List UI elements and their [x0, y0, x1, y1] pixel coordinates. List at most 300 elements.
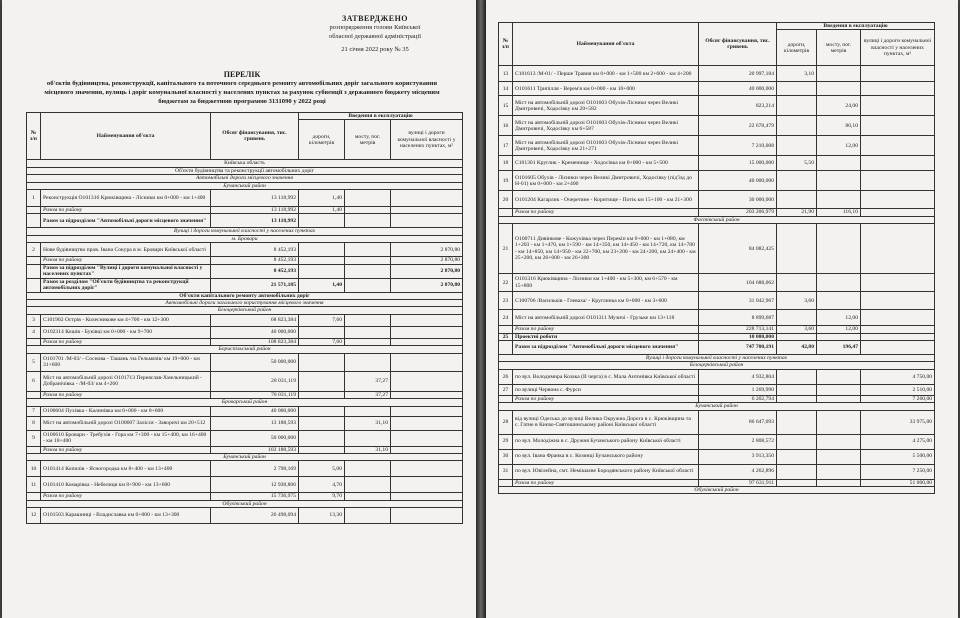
- title-heading: ПЕРЕЛІК: [223, 70, 261, 79]
- cell-streets: [861, 209, 935, 216]
- cell-bridges: [817, 156, 861, 171]
- cell-roads: 1,40: [299, 190, 345, 207]
- document-title: [22, 70, 462, 106]
- section-heading-row: [27, 346, 463, 353]
- cell-name: по вул. Володимира Козака (ІІ черга) в с. Мала Антонівка Київської області: [513, 369, 699, 384]
- cell-streets: 2 870,80: [391, 243, 463, 257]
- section-heading: Обухівський район: [499, 487, 935, 494]
- section-heading: Київська область: [27, 160, 463, 167]
- cell-number: 11: [27, 477, 41, 493]
- cell-number: [499, 479, 513, 486]
- title-line2: місцевого значення, вулиць і доріг комунальної власності у населених пунктах за рахунок субвенції з державного бюджету місцевим: [44, 89, 440, 96]
- cell-streets: [391, 371, 463, 391]
- cell-number: 21: [499, 224, 513, 274]
- cell-finance: 8 452,193: [211, 243, 299, 257]
- cell-roads: [777, 410, 817, 434]
- cell-name: С100706 /Васильків - Глеваха/ - Круглинка км 0+000 - км 3+600: [513, 292, 699, 310]
- left-table: [26, 112, 463, 524]
- table-row: [27, 461, 463, 477]
- cell-streets: [861, 136, 935, 156]
- table-row: [499, 369, 935, 384]
- cell-streets: [391, 493, 463, 500]
- section-heading-row: [27, 300, 463, 307]
- cell-name: Міст на автомобільній дорозі О101603 Обухів-Лісники через Великі Дмитровичі, Ходосівку км 20+582: [513, 96, 699, 116]
- table-row: [499, 82, 935, 96]
- table-row: [499, 384, 935, 395]
- cell-streets: [391, 477, 463, 493]
- cell-roads: [299, 406, 345, 416]
- cell-bridges: [817, 171, 861, 191]
- header-no: № з/п: [27, 113, 41, 160]
- table-row: [499, 464, 935, 479]
- approval-stamp: [290, 14, 460, 54]
- cell-streets: [391, 353, 463, 371]
- table-row: [27, 430, 463, 446]
- approval-date: 21 січня 2022 року № 35: [341, 46, 409, 53]
- cell-finance: 22 678,479: [699, 116, 777, 136]
- section-heading-row: [27, 235, 463, 242]
- cell-number: [27, 207, 41, 214]
- cell-finance: 15 736,975: [211, 493, 299, 500]
- cell-finance: 4 932,804: [699, 369, 777, 384]
- section-heading: Об'єкти капітального ремонту автомобільних доріг: [27, 292, 463, 299]
- cell-number: 14: [499, 82, 513, 96]
- page-fold: [476, 0, 486, 618]
- section-heading: Білоцерківський район: [499, 362, 935, 369]
- cell-bridges: [817, 395, 861, 402]
- cell-finance: 1 269,990: [699, 384, 777, 395]
- header-roads: дороги, кілометрів: [777, 30, 817, 66]
- cell-roads: [299, 430, 345, 446]
- section-heading: Вулиці і дороги комунальної власності у населених пунктах: [499, 355, 935, 362]
- cell-streets: [861, 224, 935, 274]
- cell-finance: 2 798,169: [211, 461, 299, 477]
- cell-number: 16: [499, 116, 513, 136]
- cell-streets: [861, 96, 935, 116]
- cell-finance: 15 000,000: [699, 156, 777, 171]
- cell-bridges: [345, 257, 391, 264]
- cell-bridges: [345, 314, 391, 326]
- table-row: [499, 449, 935, 464]
- cell-finance: 8 452,193: [211, 264, 299, 278]
- table-row: [499, 96, 935, 116]
- section-heading: Автомобільні дороги місцевого значення: [27, 175, 463, 182]
- cell-roads: [777, 449, 817, 464]
- header-commission: Введення в експлуатацію: [299, 113, 463, 120]
- cell-roads: [777, 479, 817, 486]
- cell-bridges: [817, 191, 861, 209]
- cell-finance: 20 997,184: [699, 66, 777, 82]
- cell-finance: 40 000,000: [211, 326, 299, 338]
- cell-streets: 4 750,00: [861, 369, 935, 384]
- table-row: [27, 508, 463, 524]
- cell-name: О101414 Копилів - Ясногородка км 8+400 - км 13+400: [41, 461, 211, 477]
- cell-finance: 13 118,992: [211, 214, 299, 228]
- cell-streets: 2 510,00: [861, 384, 935, 395]
- total-row: [27, 278, 463, 292]
- cell-bridges: [345, 214, 391, 228]
- cell-name: О100711 Дивінкове - Кожухівка через Перекіп км 0+000 - км 1+080, км 1+203 - км 1+470, км 1+590 - км 14+350, км 14+450 - км 14+720, км 14+780 - км 14+850, км 14+950 - км 22+700, км 23+200 - км 24+200, км 24+400 - км 25+200, км 26+000 - км 26+300: [513, 224, 699, 274]
- table-row: [27, 477, 463, 493]
- cell-finance: 103 188,593: [211, 446, 299, 453]
- cell-bridges: [817, 66, 861, 82]
- cell-roads: [299, 243, 345, 257]
- cell-name: О101701 /М-03/ - Соснова - Ташань /на Гельмязів/ км 19+000 - км 31+600: [41, 353, 211, 371]
- table-row: [499, 292, 935, 310]
- cell-name: О100610 Бровари - Требухів - Гора км 7+300 - км 15+400, км 16+400 - км 18+400: [41, 430, 211, 446]
- section-heading: Бориспільський район: [27, 346, 463, 353]
- cell-bridges: [817, 292, 861, 310]
- cell-bridges: 196,47: [817, 341, 861, 355]
- table-row: [499, 136, 935, 156]
- cell-streets: [391, 446, 463, 453]
- table-row: [499, 66, 935, 82]
- cell-roads: [299, 446, 345, 453]
- cell-number: 18: [499, 156, 513, 171]
- cell-bridges: [345, 477, 391, 493]
- cell-streets: [391, 406, 463, 416]
- cell-bridges: [817, 369, 861, 384]
- cell-finance: 8 899,687: [699, 310, 777, 326]
- table-row: [499, 434, 935, 449]
- section-heading-row: [499, 362, 935, 369]
- section-heading-row: [27, 307, 463, 314]
- left-table-body: [27, 160, 463, 524]
- table-row: [499, 274, 935, 292]
- cell-finance: 747 700,191: [699, 341, 777, 355]
- cell-number: 5: [27, 353, 41, 371]
- cell-number: [27, 493, 41, 500]
- cell-name: Міст на автомобільній дорозі О101311 Музичі - Грузьке км 13+118: [513, 310, 699, 326]
- subtotal-row: [499, 479, 935, 486]
- cell-name: Разом по району: [513, 395, 699, 402]
- cell-streets: 2 870,80: [391, 264, 463, 278]
- cell-streets: [861, 66, 935, 82]
- cell-finance: 30 000,000: [699, 191, 777, 209]
- cell-streets: [391, 314, 463, 326]
- cell-number: [499, 341, 513, 355]
- cell-bridges: [345, 243, 391, 257]
- cell-number: 15: [499, 96, 513, 116]
- cell-streets: [861, 333, 935, 340]
- cell-finance: 50 000,000: [211, 430, 299, 446]
- cell-roads: 42,80: [777, 341, 817, 355]
- cell-finance: 50 000,000: [211, 353, 299, 371]
- cell-number: 3: [27, 314, 41, 326]
- cell-streets: [391, 338, 463, 345]
- table-row: [499, 156, 935, 171]
- table-row: [27, 326, 463, 338]
- cell-streets: 7 260,00: [861, 395, 935, 402]
- cell-streets: [391, 461, 463, 477]
- cell-roads: [299, 257, 345, 264]
- cell-streets: [861, 310, 935, 326]
- cell-bridges: [345, 190, 391, 207]
- cell-number: [27, 257, 41, 264]
- cell-roads: 9,70: [299, 493, 345, 500]
- cell-name: С101301 Круглик - Кременище - Ходосівка км 0+000 - км 5+500: [513, 156, 699, 171]
- cell-roads: [777, 224, 817, 274]
- cell-number: 1: [27, 190, 41, 207]
- cell-number: [27, 264, 41, 278]
- right-table-body: [499, 66, 935, 494]
- cell-name: Міст на автомобільній дорозі О101603 Обухів-Лісники через Великі Дмитровичі, Ходосівку км 21+271: [513, 136, 699, 156]
- section-heading-row: [499, 355, 935, 362]
- cell-name: від вулиці Одеська до вулиці Велика Окружна Дорога в с. Крюківщина та с. Гатне в Києво-Святошинському районі Київської області: [513, 410, 699, 434]
- section-heading: Броварський район: [27, 399, 463, 406]
- section-heading: Фастівський район: [499, 216, 935, 223]
- cell-finance: 13 188,593: [211, 416, 299, 430]
- cell-bridges: [345, 278, 391, 292]
- cell-finance: 104 688,062: [699, 274, 777, 292]
- cell-streets: [391, 190, 463, 207]
- right-table: [498, 22, 935, 494]
- header-no: № з/п: [499, 23, 513, 66]
- section-heading-row: [27, 182, 463, 189]
- cell-bridges: 37,27: [345, 371, 391, 391]
- header-streets: вулиці і дороги комунальної власності у населених пунктах, м²: [861, 30, 935, 66]
- cell-finance: 2 808,572: [699, 434, 777, 449]
- table-row: [27, 314, 463, 326]
- cell-streets: [861, 82, 935, 96]
- cell-number: [499, 326, 513, 333]
- cell-number: 25: [499, 333, 513, 340]
- cell-bridges: [345, 493, 391, 500]
- table-row: [499, 224, 935, 274]
- cell-roads: [299, 416, 345, 430]
- cell-number: 30: [499, 449, 513, 464]
- cell-number: [499, 209, 513, 216]
- cell-name: Проектні роботи: [513, 333, 699, 340]
- cell-streets: 4 275,00: [861, 434, 935, 449]
- cell-name: Разом по району: [41, 391, 211, 398]
- cell-bridges: [817, 384, 861, 395]
- cell-name: Разом по району: [41, 493, 211, 500]
- section-heading-row: [499, 403, 935, 410]
- approval-heading: ЗАТВЕРДЖЕНО: [341, 14, 409, 23]
- cell-number: 28: [499, 410, 513, 434]
- cell-bridges: [817, 333, 861, 340]
- cell-bridges: [345, 406, 391, 416]
- cell-roads: 1,40: [299, 207, 345, 214]
- cell-roads: [777, 96, 817, 116]
- section-heading: Обухівський район: [27, 500, 463, 507]
- cell-number: 2: [27, 243, 41, 257]
- cell-finance: 31 042,967: [699, 292, 777, 310]
- cell-roads: [299, 326, 345, 338]
- cell-name: Міст на автомобільній дорозі О101713 Переяслав-Хмельницький - Добранічівка - /М-03/ км 4+260: [41, 371, 211, 391]
- cell-bridges: [345, 338, 391, 345]
- cell-streets: 5 500,00: [861, 449, 935, 464]
- left-page: [2, 0, 476, 618]
- cell-number: 20: [499, 191, 513, 209]
- cell-roads: 21,90: [777, 209, 817, 216]
- cell-finance: 86 647,093: [699, 410, 777, 434]
- cell-roads: [777, 171, 817, 191]
- section-heading-row: [27, 160, 463, 167]
- cell-number: 24: [499, 310, 513, 326]
- cell-number: 23: [499, 292, 513, 310]
- cell-finance: 13 118,992: [211, 190, 299, 207]
- table-row: [27, 190, 463, 207]
- cell-name: Разом по району: [513, 479, 699, 486]
- cell-bridges: [345, 353, 391, 371]
- cell-finance: 68 823,384: [211, 314, 299, 326]
- cell-number: 8: [27, 416, 41, 430]
- cell-number: [27, 446, 41, 453]
- cell-name: по вул. Молодіжна в с. Дружня Бучанського району Київської області: [513, 434, 699, 449]
- cell-roads: [777, 136, 817, 156]
- cell-name: Разом по району: [41, 207, 211, 214]
- table-row: [27, 406, 463, 416]
- cell-streets: 33 975,00: [861, 410, 935, 434]
- cell-streets: [861, 326, 935, 333]
- section-heading-row: [27, 399, 463, 406]
- section-heading: Об'єкти будівництва та реконструкції автомобільних доріг: [27, 167, 463, 174]
- table-row: [499, 171, 935, 191]
- section-heading: Бучанський район: [499, 403, 935, 410]
- total-row: [27, 264, 463, 278]
- subtotal-row: [27, 446, 463, 453]
- cell-bridges: 12,00: [817, 310, 861, 326]
- cell-roads: [777, 369, 817, 384]
- cell-streets: [861, 116, 935, 136]
- cell-roads: [299, 391, 345, 398]
- cell-finance: 4 262,896: [699, 464, 777, 479]
- cell-name: Разом по району: [41, 446, 211, 453]
- cell-bridges: [345, 430, 391, 446]
- cell-finance: 21 571,185: [211, 278, 299, 292]
- subtotal-row: [27, 391, 463, 398]
- cell-streets: 51 000,00: [861, 479, 935, 486]
- cell-roads: [777, 384, 817, 395]
- cell-finance: 823,214: [699, 96, 777, 116]
- subtotal-row: [499, 326, 935, 333]
- cell-roads: [777, 395, 817, 402]
- cell-name: Міст на автомобільній дорозі О101603 Обухів-Лісники через Великі Дмитровичі, Ходосівку км 6+587: [513, 116, 699, 136]
- section-heading: Вулиці і дороги комунальної власності у населених пунктах: [27, 228, 463, 235]
- cell-number: 7: [27, 406, 41, 416]
- cell-name: О101605 Обухів - Лісники через Великі Дмитровичі, Ходосівку (під'їзд до Н-01) км 0+000 - км 2+400: [513, 171, 699, 191]
- header-name: Найменування об'єкта: [513, 23, 699, 66]
- cell-number: [499, 395, 513, 402]
- header-streets: вулиці і дороги комунальної власності у населених пунктах, м²: [391, 120, 463, 160]
- cell-bridges: [817, 479, 861, 486]
- header-bridges: мосту, пог. метрів: [817, 30, 861, 66]
- cell-number: 12: [27, 508, 41, 524]
- cell-number: 4: [27, 326, 41, 338]
- cell-roads: [777, 333, 817, 340]
- cell-streets: [861, 341, 935, 355]
- cell-name: Нове будівництво пров. Івана Сокура в м. Бровари Київської області: [41, 243, 211, 257]
- section-heading: м. Бровари: [27, 235, 463, 242]
- subtotal-row: [499, 209, 935, 216]
- cell-bridges: 31,10: [345, 446, 391, 453]
- cell-number: 17: [499, 136, 513, 156]
- cell-roads: [299, 371, 345, 391]
- section-heading-row: [27, 175, 463, 182]
- cell-name: Разом по району: [41, 257, 211, 264]
- cell-streets: [861, 171, 935, 191]
- subtotal-row: [27, 207, 463, 214]
- cell-streets: 2 870,80: [391, 278, 463, 292]
- section-heading-row: [499, 216, 935, 223]
- cell-roads: 1,40: [299, 278, 345, 292]
- total-row: [499, 333, 935, 340]
- cell-bridges: [817, 464, 861, 479]
- cell-name: Разом за підрозділом "Вулиці і дороги комунальної власності у населених пунктах": [41, 264, 211, 278]
- cell-streets: [861, 191, 935, 209]
- cell-finance: 13 118,992: [211, 207, 299, 214]
- section-heading-row: [27, 167, 463, 174]
- cell-finance: 84 082,425: [699, 224, 777, 274]
- cell-bridges: [817, 434, 861, 449]
- cell-bridges: [345, 207, 391, 214]
- cell-streets: [861, 274, 935, 292]
- header-bridges: мосту, пог. метрів: [345, 120, 391, 160]
- cell-roads: [299, 353, 345, 371]
- cell-bridges: [817, 224, 861, 274]
- cell-bridges: [345, 461, 391, 477]
- cell-number: 27: [499, 384, 513, 395]
- cell-number: 10: [27, 461, 41, 477]
- cell-number: 22: [499, 274, 513, 292]
- cell-finance: 26 498,094: [211, 508, 299, 524]
- cell-roads: [777, 310, 817, 326]
- cell-finance: 6 202,794: [699, 395, 777, 402]
- cell-name: О102314 Кошів - Буківці км 0+000 - км 9+700: [41, 326, 211, 338]
- table-row: [27, 371, 463, 391]
- section-heading-row: [27, 228, 463, 235]
- cell-name: Разом за підрозділом "Автомобільні дороги місцевого значення": [513, 341, 699, 355]
- cell-name: О101410 Комарівка - Небелиця км 8+900 - км 13+600: [41, 477, 211, 493]
- cell-finance: 3 913,350: [699, 449, 777, 464]
- cell-name: С101613 /М-01/ - Перше Травня км 0+000 - км 1+500 км 2+600 - км 4+200: [513, 66, 699, 82]
- cell-number: [27, 214, 41, 228]
- cell-streets: 2 870,80: [391, 257, 463, 264]
- cell-finance: 40 000,000: [211, 406, 299, 416]
- cell-name: О101204 Кагарлик - Очеретяне - Коритище - Потік км 15+100 - км 21+300: [513, 191, 699, 209]
- cell-number: 6: [27, 371, 41, 391]
- total-row: [27, 214, 463, 228]
- cell-finance: 10 000,000: [699, 333, 777, 340]
- cell-roads: [777, 82, 817, 96]
- section-heading: Бучанський район: [27, 182, 463, 189]
- cell-streets: [861, 292, 935, 310]
- cell-name: Разом за розділом "Об'єкти будівництва та реконструкції автомобільних доріг": [41, 278, 211, 292]
- cell-bridges: [817, 449, 861, 464]
- cell-roads: [777, 434, 817, 449]
- subtotal-row: [499, 395, 935, 402]
- cell-roads: 3,60: [777, 326, 817, 333]
- cell-finance: 8 452,193: [211, 257, 299, 264]
- cell-roads: 5,00: [299, 461, 345, 477]
- cell-bridges: [817, 82, 861, 96]
- cell-finance: 228 713,141: [699, 326, 777, 333]
- approval-line2: обласної державної адміністрації: [328, 33, 422, 40]
- cell-roads: 7,60: [299, 314, 345, 326]
- cell-streets: [391, 508, 463, 524]
- table-row: [499, 410, 935, 434]
- table-row: [27, 416, 463, 430]
- right-page: [486, 0, 958, 618]
- section-heading: Білоцерківський район: [27, 307, 463, 314]
- cell-bridges: 12,00: [817, 136, 861, 156]
- table-row: [27, 243, 463, 257]
- cell-name: С101902 Острів - Колесникове км 4+700 - км 12+300: [41, 314, 211, 326]
- approval-line1: розпорядження голови Київської: [329, 24, 421, 31]
- cell-number: 9: [27, 430, 41, 446]
